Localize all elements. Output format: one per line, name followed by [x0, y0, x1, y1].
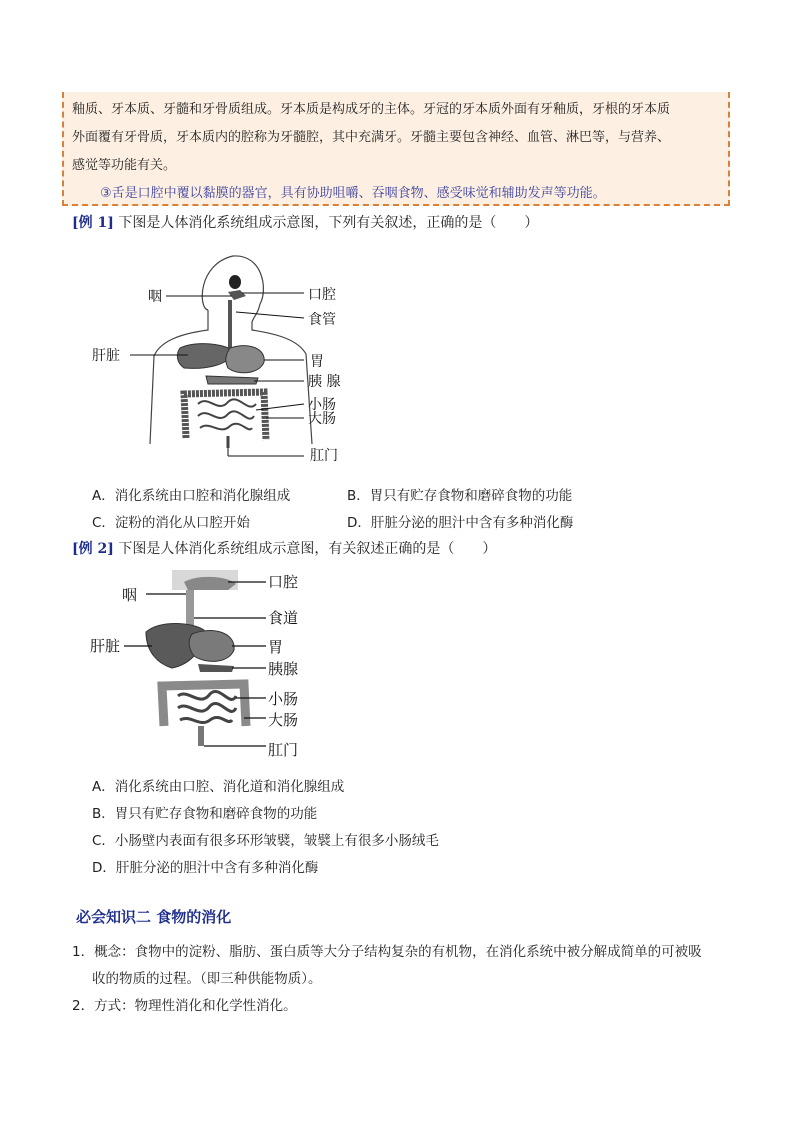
label-pharynx: 咽 [148, 289, 162, 305]
label-small-intestine: 小肠 [308, 397, 336, 413]
label-small-intestine: 小肠 [268, 690, 299, 708]
example1-option-a: A．消化系统由口腔和消化腺组成 [92, 488, 291, 504]
example2-question [72, 538, 496, 558]
pancreas-shape [198, 664, 234, 672]
label-liver: 肝脏 [92, 348, 120, 364]
stomach-shape [226, 346, 264, 373]
label-anus: 肛门 [310, 448, 338, 464]
label-large-intestine: 大肠 [308, 411, 336, 427]
label-large-intestine: 大肠 [268, 711, 299, 729]
large-intestine-shape [162, 684, 246, 726]
example1-question-text: 下图是人体消化系统组成示意图，下列有关叙述，正确的是（ ） [118, 215, 539, 231]
example1-question [72, 212, 538, 232]
example1-option-b: B．胃只有贮存食物和磨碎食物的功能 [347, 488, 573, 504]
pancreas-shape [206, 376, 258, 384]
label-liver: 肝脏 [90, 637, 121, 655]
note-line-3: 感觉等功能有关。 [72, 158, 177, 173]
liver-shape [177, 344, 234, 369]
label-mouth: 口腔 [308, 287, 336, 303]
example2-tag: [例 2] [72, 541, 114, 557]
example2-question-text: 下图是人体消化系统组成示意图，有关叙述正确的是（ ） [118, 541, 497, 557]
small-intestine-shape [178, 691, 236, 722]
note-box [62, 92, 730, 206]
note-line-4: ③舌是口腔中覆以黏膜的器官，具有协助咀嚼、吞咽食物、感受味觉和辅助发声等功能。 [100, 186, 606, 201]
label-stomach: 胃 [268, 638, 284, 656]
example1-option-d: D．肝脏分泌的胆汁中含有多种消化酶 [347, 515, 574, 531]
stomach-shape [189, 631, 234, 662]
label-esophagus: 食管 [308, 312, 336, 328]
method-line: 2．方式：物理性消化和化学性消化。 [72, 998, 297, 1014]
example2-diagram [88, 568, 328, 764]
example1-option-c: C．淀粉的消化从口腔开始 [92, 515, 250, 531]
example1-diagram [88, 244, 368, 472]
section-title: 必会知识二 食物的消化 [76, 908, 232, 926]
mouth-shape [229, 275, 241, 289]
label-anus: 肛门 [268, 741, 299, 759]
label-stomach: 胃 [310, 354, 324, 370]
label-pharynx: 咽 [122, 586, 138, 604]
label-pancreas: 胰 腺 [308, 374, 341, 390]
label-esophagus: 食道 [268, 609, 299, 627]
example2-option-b: B．胃只有贮存食物和磨碎食物的功能 [92, 806, 318, 822]
example2-option-a: A．消化系统由口腔、消化道和消化腺组成 [92, 779, 345, 795]
anus-shape [198, 726, 204, 746]
example1-tag: [例 1] [72, 215, 114, 231]
concept-line-1: 1．概念：食物中的淀粉、脂肪、蛋白质等大分子结构复杂的有机物，在消化系统中被分解成简单的可被吸 [72, 944, 702, 960]
note-line-1: 釉质、牙本质、牙髓和牙骨质组成。牙本质是构成牙的主体。牙冠的牙本质外面有牙釉质，牙根的牙本质 [72, 102, 671, 117]
pharynx-shape [228, 290, 246, 300]
label-mouth: 口腔 [268, 573, 299, 591]
label-pancreas: 胰腺 [268, 660, 299, 678]
concept-line-2: 收的物质的过程。（即三种供能物质）。 [92, 971, 322, 987]
note-line-2: 外面覆有牙骨质，牙本质内的腔称为牙髓腔，其中充满牙。牙髓主要包含神经、血管、淋巴等，与营养、 [72, 130, 671, 145]
small-intestine-shape [198, 399, 256, 429]
example2-option-c: C．小肠壁内表面有很多环形皱襞，皱襞上有很多小肠绒毛 [92, 833, 439, 849]
example2-option-d: D．肝脏分泌的胆汁中含有多种消化酶 [92, 860, 319, 876]
